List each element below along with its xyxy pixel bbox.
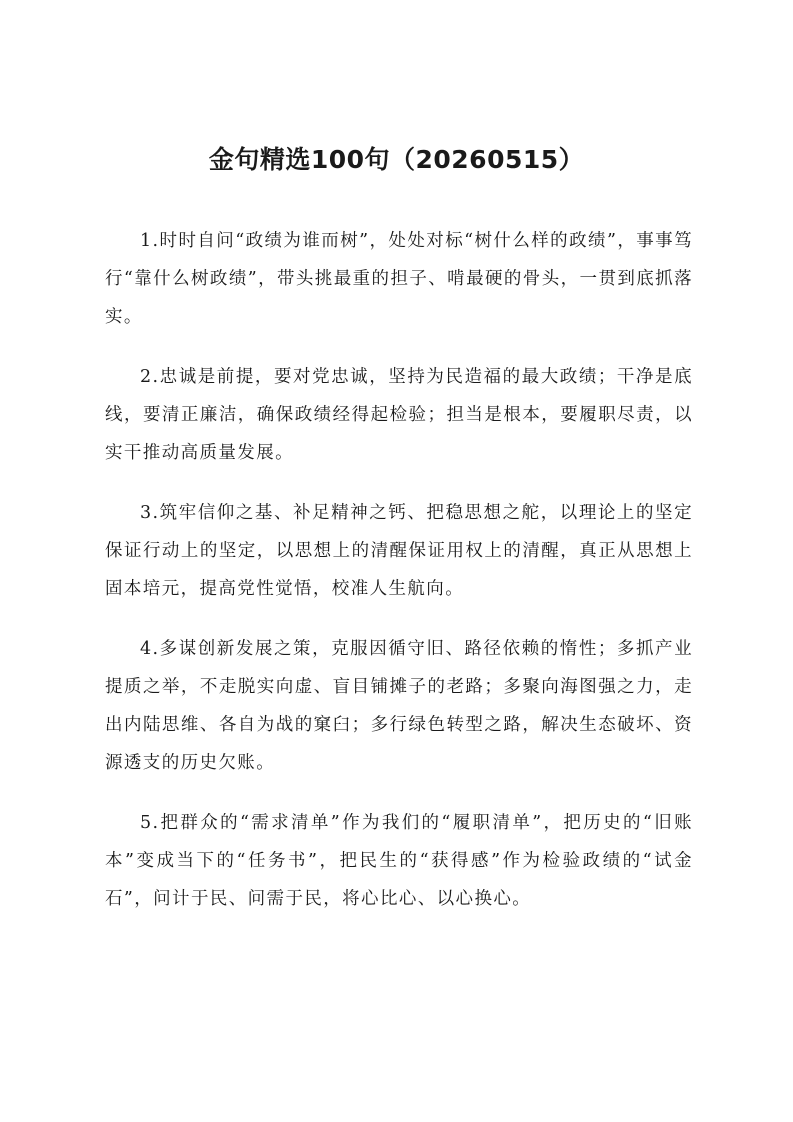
paragraph-5: 5.把群众的“需求清单”作为我们的“履职清单”，把历史的“旧账本”变成当下的“任务书”，把民生的“获得感”作为检验政绩的“试金石”，问计于民、问需于民，将心比心、以心换心。 <box>105 813 693 909</box>
document-body <box>105 222 693 940</box>
paragraph-4: 4.多谋创新发展之策，克服因循守旧、路径依赖的惰性；多抓产业提质之举，不走脱实向虚、盲目铺摊子的老路；多聚向海图强之力，走出内陆思维、各自为战的窠臼；多行绿色转型之路，解决生态破坏、资源透支的历史欠账。 <box>105 639 693 773</box>
document-title: 金句精选100句（20260515） <box>208 145 585 174</box>
paragraph-3: 3.筑牢信仰之基、补足精神之钙、把稳思想之舵，以理论上的坚定保证行动上的坚定，以思想上的清醒保证用权上的清醒，真正从思想上固本培元，提高党性觉悟，校准人生航向。 <box>105 503 693 599</box>
paragraph-1: 1.时时自问“政绩为谁而树”，处处对标“树什么样的政绩”，事事笃行“靠什么树政绩”，带头挑最重的担子、啃最硬的骨头，一贯到底抓落实。 <box>105 231 693 327</box>
paragraph-2: 2.忠诚是前提，要对党忠诚，坚持为民造福的最大政绩；干净是底线，要清正廉洁，确保政绩经得起检验；担当是根本，要履职尽责，以实干推动高质量发展。 <box>105 367 693 463</box>
